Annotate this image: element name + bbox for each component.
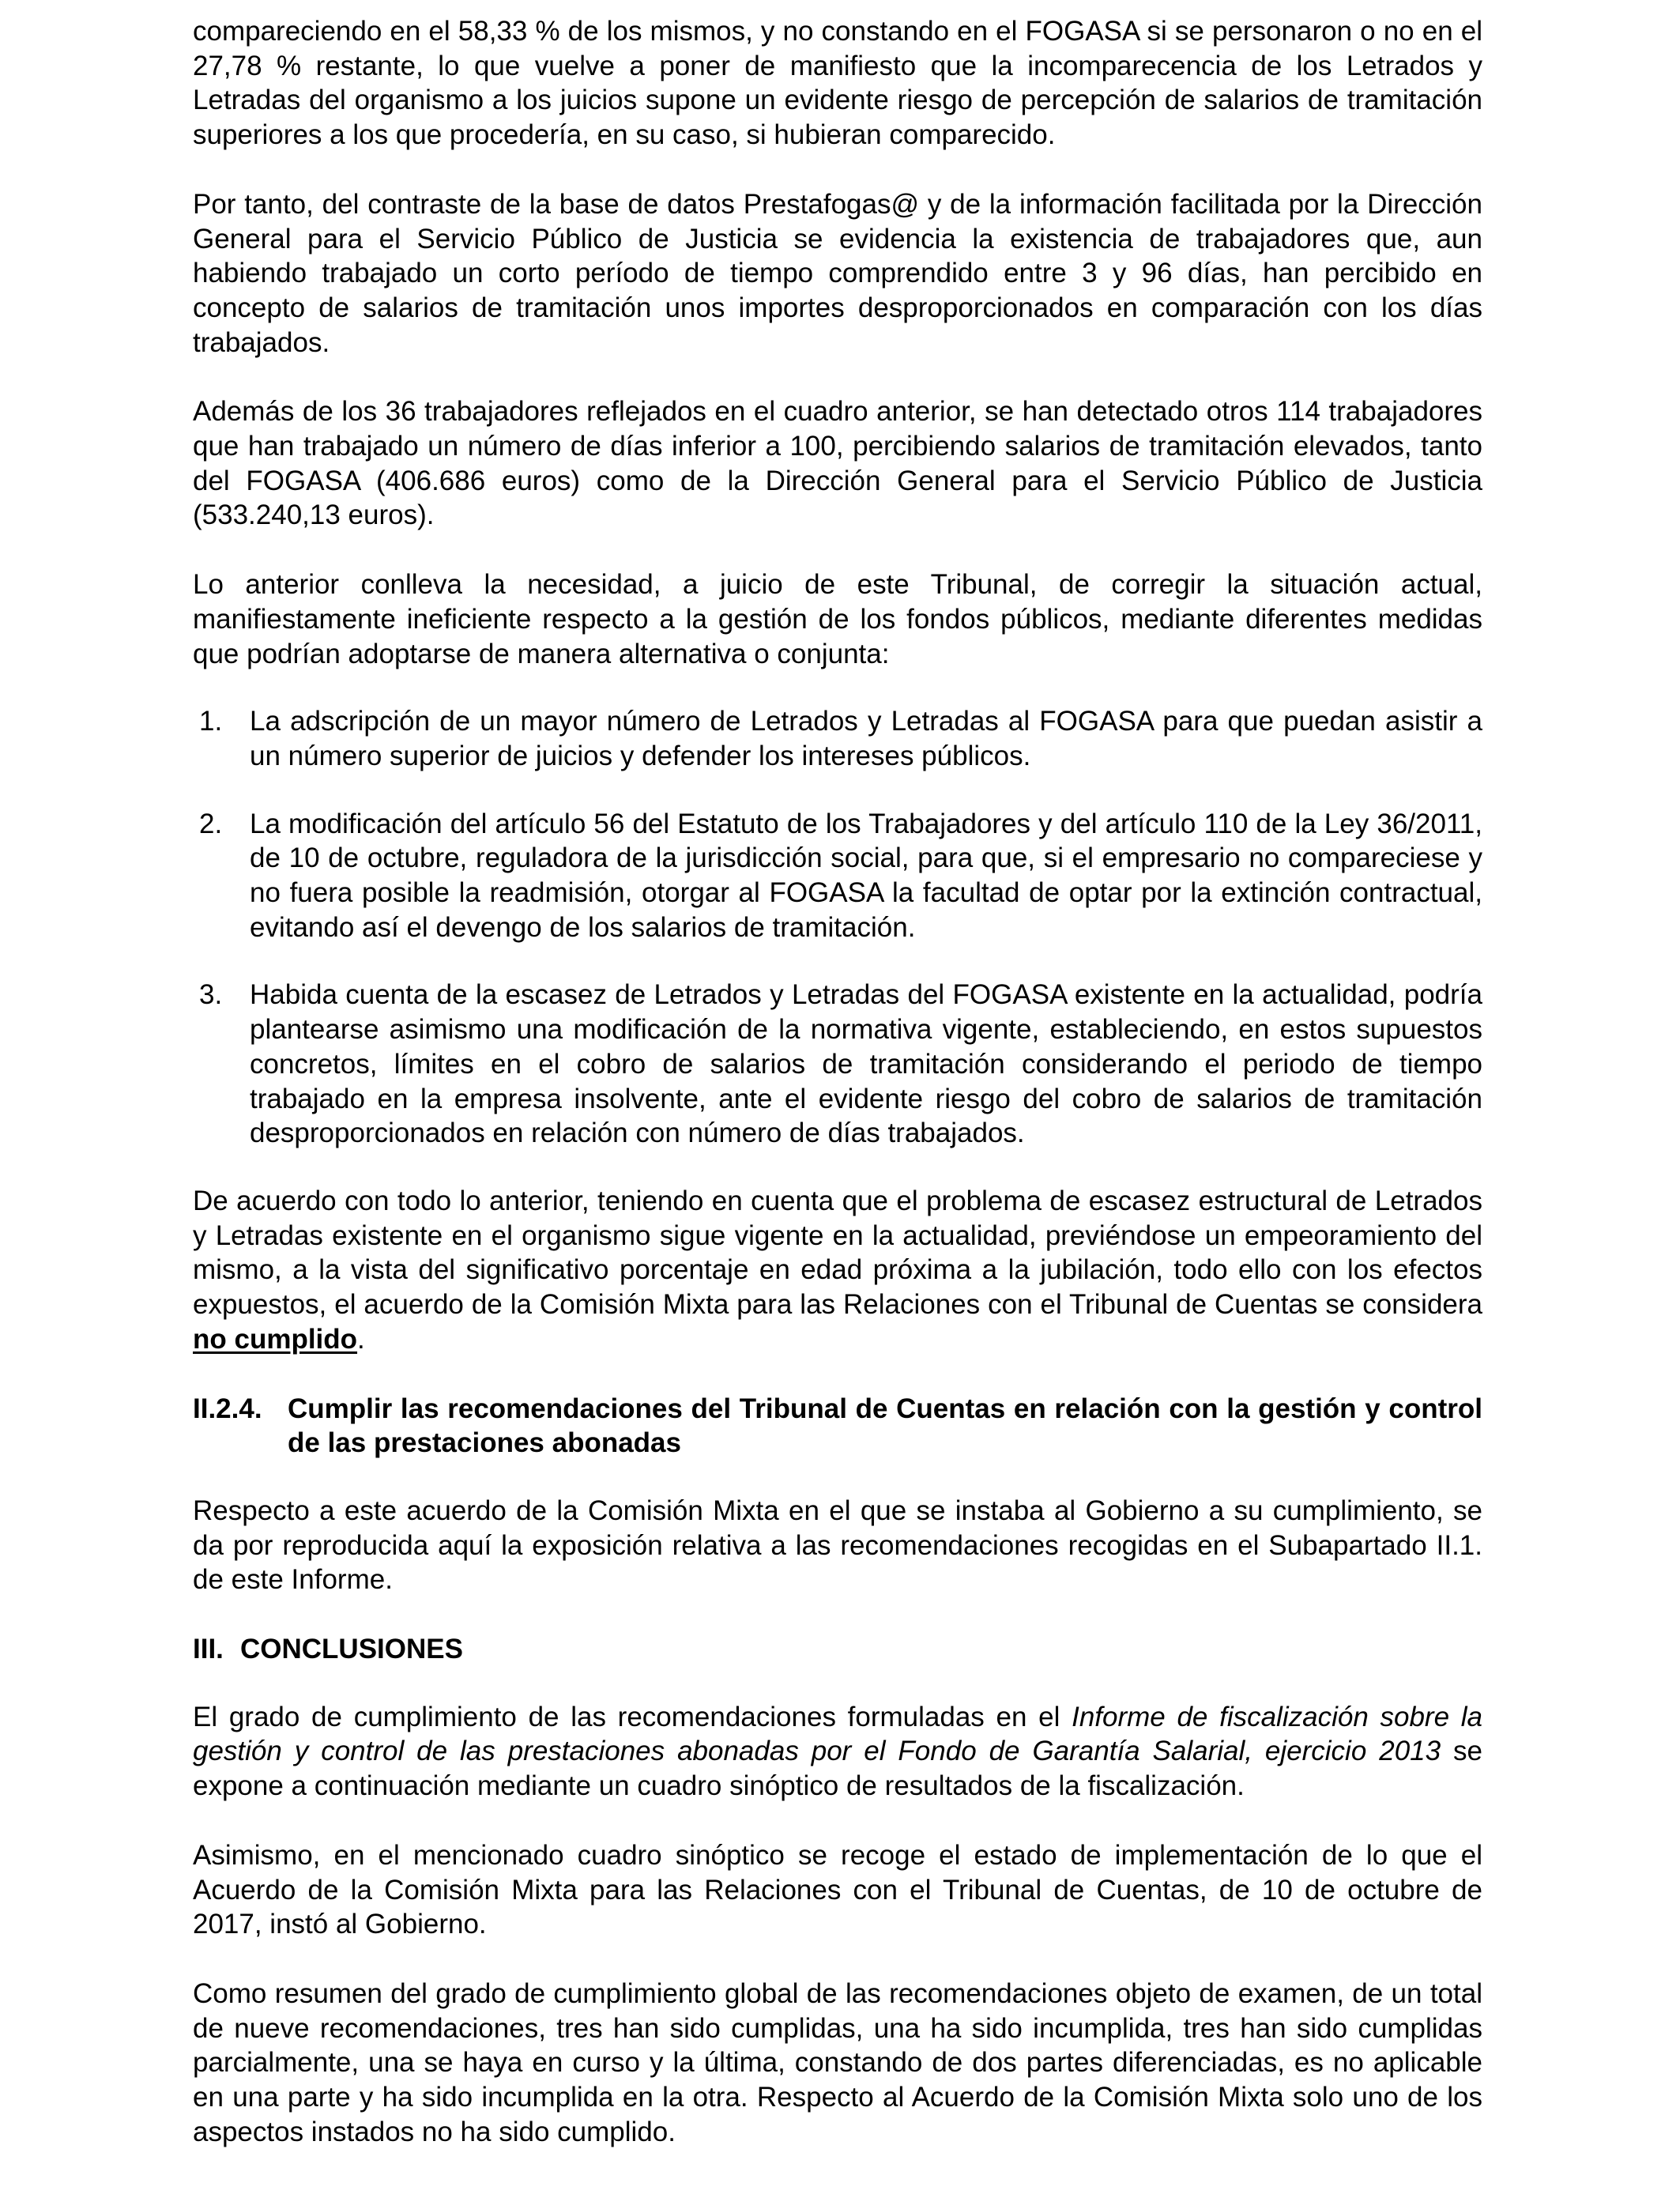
paragraph-3: Además de los 36 trabajadores reflejados en el cuadro anterior, se han detectado otros 114 trabajadores que han trabajado un número de días inferior a 100, percibiendo salarios de tramitación elevados, tanto del FOGASA (406.686 euros) como de la Dirección General para el Servicio Público de Justicia (533.240,13 euros). — [193, 396, 1482, 531]
no-cumplido-emphasis: no cumplido — [193, 1323, 358, 1355]
list-item-number: 3. — [199, 979, 223, 1011]
section-title: CONCLUSIONES — [240, 1634, 463, 1665]
paragraph-7 — [193, 1700, 1482, 1804]
section-heading-iii — [193, 1632, 1482, 1667]
paragraph-6: Respecto a este acuerdo de la Comisión Mixta en el que se instaba al Gobierno a su cumplimiento, se da por reproducida aquí la exposición relativa a las recomendaciones recogidas en el Subapartado II.1. de este Informe. — [193, 1495, 1482, 1596]
paragraph-1: compareciendo en el 58,33 % de los mismos, y no constando en el FOGASA si se personaron o no en el 27,78 % restante, lo que vuelve a poner de manifiesto que la incomparecencia de los Letrados y Letradas del organismo a los juicios supone un evidente riesgo de percepción de salarios de tramitación superiores a los que procedería, en su caso, si hubieran comparecido. — [193, 16, 1482, 151]
paragraph-7-before: El grado de cumplimiento de las recomendaciones formuladas en el — [193, 1701, 1072, 1732]
paragraph-5-end: . — [357, 1323, 365, 1355]
list-item-text: La adscripción de un mayor número de Letrados y Letradas al FOGASA para que puedan asistir a un número superior de juicios y defender los intereses públicos. — [250, 706, 1482, 771]
list-item-number: 1. — [199, 706, 223, 737]
paragraph-8: Asimismo, en el mencionado cuadro sinóptico se recoge el estado de implementación de lo que el Acuerdo de la Comisión Mixta para las Relaciones con el Tribunal de Cuentas, de 10 de octubre de 2017, instó al Gobierno. — [193, 1839, 1482, 1940]
list-item-text: Habida cuenta de la escasez de Letrados y Letradas del FOGASA existente en la actualidad, podría plantearse asimismo una modificación de la normativa vigente, estableciendo, en estos supuestos concretos, límites en el cobro de salarios de tramitación considerando el periodo de tiempo trabajado en la empresa insolvente, ante el evidente riesgo del cobro de salarios de tramitación desproporcionados en relación con número de días trabajados. — [250, 979, 1482, 1149]
subsection-number: II.2.4. — [193, 1393, 262, 1424]
list-item-text: La modificación del artículo 56 del Estatuto de los Trabajadores y del artículo 110 de la Ley 36/2011, de 10 de octubre, reguladora de la jurisdicción social, para que, si el empresario no compareciese y no fuera posible la readmisión, otorgar al FOGASA la facultad de optar por la extinción contractual, evitando así el devengo de los salarios de tramitación. — [250, 808, 1482, 943]
paragraph-4: Lo anterior conlleva la necesidad, a juicio de este Tribunal, de corregir la situación actual, manifiestamente ineficiente respecto a la gestión de los fondos públicos, mediante diferentes medidas que podrían adoptarse de manera alternativa o conjunta: — [193, 569, 1482, 669]
paragraph-7-after: se expone a continuación mediante un cuadro sinóptico de resultados de la fiscalización. — [193, 1736, 1482, 1802]
list-item — [193, 807, 1482, 945]
paragraph-5 — [193, 1184, 1482, 1357]
paragraph-9: Como resumen del grado de cumplimiento global de las recomendaciones objeto de examen, de un total de nueve recomendaciones, tres han sido cumplidas, una ha sido incumplida, tres han sido cumplidas parcialmente, una se haya en curso y la última, constando de dos partes diferenciadas, es no aplicable en una parte y ha sido incumplida en la otra. Respecto al Acuerdo de la Comisión Mixta solo uno de los aspectos instados no ha sido cumplido. — [193, 1977, 1482, 2147]
paragraph-2: Por tanto, del contraste de la base de datos Prestafogas@ y de la información facilitada por la Dirección General para el Servicio Público de Justicia se evidencia la existencia de trabajadores que, aun habiendo trabajado un corto período de tiempo comprendido entre 3 y 96 días, han percibido en concepto de salarios de tramitación unos importes desproporcionados en comparación con los días trabajados. — [193, 188, 1482, 358]
subsection-title: Cumplir las recomendaciones del Tribunal de Cuentas en relación con la gestión y control de las prestaciones abonadas — [288, 1393, 1482, 1459]
list-item — [193, 704, 1482, 773]
subsection-heading-ii-2-4 — [193, 1392, 1482, 1461]
report-title-italic: Informe de fiscalización sobre la gestión y control de las prestaciones abonadas por el Fondo de Garantía Salarial, ejercicio 2013 — [193, 1701, 1482, 1767]
list-item-number: 2. — [199, 808, 223, 839]
paragraph-5-text: De acuerdo con todo lo anterior, teniendo en cuenta que el problema de escasez estructural de Letrados y Letradas existente en el organismo sigue vigente en la actualidad, previéndose un empeoramiento del mismo, a la vista del significativo porcentaje en edad próxima a la jubilación, todo ello con los efectos expuestos, el acuerdo de la Comisión Mixta para las Relaciones con el Tribunal de Cuentas se considera — [193, 1185, 1482, 1321]
section-number: III. — [193, 1634, 224, 1665]
list-item — [193, 978, 1482, 1151]
document-page — [193, 14, 1482, 2184]
